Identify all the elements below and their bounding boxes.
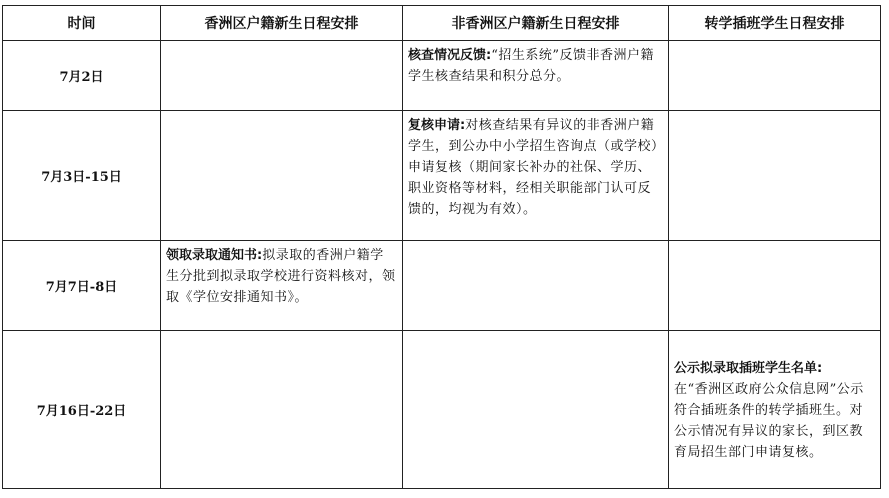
huji-cell (161, 331, 403, 489)
item-title: 公示拟录取插班学生名单: (674, 361, 823, 376)
header-time: 时间 (3, 6, 161, 41)
date-cell: 7月2日 (3, 41, 161, 111)
feihuji-cell (403, 331, 669, 489)
date-cell: 7月7日-8日 (3, 241, 161, 331)
zhuanxue-cell (669, 41, 881, 111)
item-title: 核查情况反馈: (408, 48, 492, 63)
table-row (3, 111, 881, 241)
schedule-table (2, 5, 881, 489)
feihuji-cell (403, 111, 669, 241)
huji-cell (161, 241, 403, 331)
zhuanxue-cell (669, 241, 881, 331)
huji-cell (161, 41, 403, 111)
table-row (3, 41, 881, 111)
item-title: 领取录取通知书: (166, 248, 263, 263)
date-cell: 7月3日-15日 (3, 111, 161, 241)
header-row (3, 6, 881, 41)
item-text: 拟录取的香洲户籍学生分批到拟录取学校进行资料核对，领取《学位安排通知书》。 (166, 248, 396, 305)
header-feihuji: 非香洲区户籍新生日程安排 (403, 6, 669, 41)
header-huji: 香洲区户籍新生日程安排 (161, 6, 403, 41)
item-text: 在“香洲区政府公众信息网”公示符合插班条件的转学插班生。对公示情况有异议的家长，到区教育局招生部门申请复核。 (674, 382, 864, 460)
table-row (3, 331, 881, 489)
item-text: “招生系统”反馈非香洲户籍学生核查结果和积分总分。 (408, 48, 654, 84)
huji-cell (161, 111, 403, 241)
item-text: 对核查结果有异议的非香洲户籍学生，到公办中小学招生咨询点（或学校）申请复核（期间家长补办的社保、学历、职业资格等材料，经相关职能部门认可反馈的，均视为有效）。 (408, 118, 659, 217)
header-zhuanxue: 转学插班学生日程安排 (669, 6, 881, 41)
zhuanxue-cell (669, 331, 881, 489)
table-row (3, 241, 881, 331)
feihuji-cell (403, 41, 669, 111)
feihuji-cell (403, 241, 669, 331)
item-title: 复核申请: (408, 118, 466, 133)
zhuanxue-cell (669, 111, 881, 241)
date-cell: 7月16日-22日 (3, 331, 161, 489)
